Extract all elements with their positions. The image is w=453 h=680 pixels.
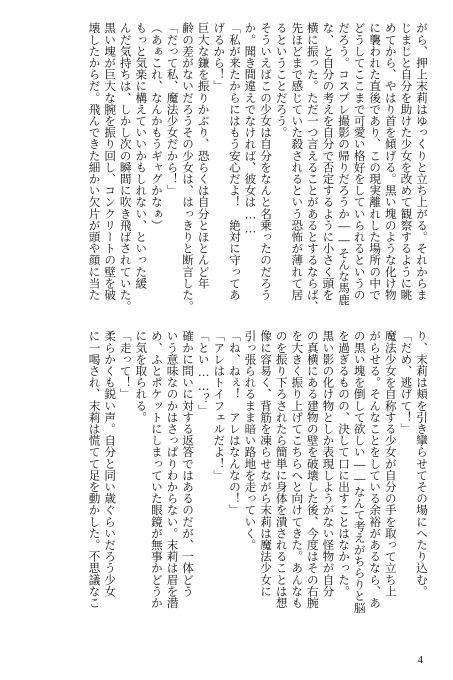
text-line: 像に容易く、背筋を凍らせながら末莉は魔法少女に <box>259 330 274 597</box>
text-line: そういえばこの少女は自分をなんと名乗ったのだろう <box>259 22 274 301</box>
top-text-block <box>21 22 429 316</box>
text-line: 黒い影の化け物としか表現しようがない怪物が自分 <box>321 330 336 597</box>
text-line: 引っ張られるまま暗い路地を走っていく。 <box>243 330 258 551</box>
text-line: め、ふとポケットにしまっていた眼鏡が無事かどうか <box>149 330 164 609</box>
text-line: 「アレはトイフェルだよ！」 <box>212 330 227 481</box>
text-line: 巨大な鎌を振りかぶり、恐らくは自分とほとんど年 <box>196 22 211 289</box>
text-line: んだ気持ちは、しかし次の瞬間に吹き飛ばされていた。 <box>118 22 133 312</box>
text-line: の黒い塊を倒して欲しい――なんて考えがちらりと脳 <box>352 330 367 614</box>
text-line: 先ほどまで感じていた殺されるという恐怖が薄れて居 <box>290 22 305 301</box>
text-line: がら、押上末莉はゆっくりと立ち上がる。それからま <box>415 22 429 301</box>
text-line: 「走って！」 <box>118 330 133 400</box>
text-line: 横に振った。ただ一つ言えることがあるとするならば、 <box>305 22 320 312</box>
text-line: に一喝され、末莉は慌てて足を動かした。不思議なこ <box>87 330 102 609</box>
text-line: るということだろう。 <box>274 22 289 138</box>
text-line: いう意味なのかはさっぱりわからない。末莉は眉を潜 <box>165 330 180 609</box>
text-line: な、と自分の考えを自分で否定するように小さく頭を <box>321 22 336 301</box>
text-line: に襲われた直後であり、この現実離れした場所の中で <box>368 22 383 301</box>
text-line: 「だめ、逃げて！」 <box>399 330 414 435</box>
text-line: か。聞き間違えでなければ、彼女は…… <box>243 22 258 236</box>
text-line: どうしてここまで可愛い格好をしていられるというの <box>352 22 367 301</box>
text-line: 「とい……？」 <box>196 330 211 416</box>
bottom-text-block <box>21 330 429 634</box>
text-line: を過ぎるものの、決して口に出すことはなかった。 <box>337 330 352 597</box>
text-line: 齢の差がないだろうその少女は、はっきりと断言した。 <box>181 22 196 312</box>
text-line: 魔法少女を自称する少女が自分の手を取って立ち上 <box>383 330 398 597</box>
text-line: のを振り下ろされたら簡単に身体を潰されることは想 <box>274 330 289 609</box>
text-line: もっと気楽に構えていいかもしれない、といった緩 <box>134 22 149 289</box>
text-line: がらせる。そんなことをしている余裕があるなら、あ <box>368 330 383 609</box>
text-line: の真横にある建物の壁を破壊した後、今度はその右腕 <box>305 330 320 609</box>
text-line: げるから！」 <box>212 22 227 92</box>
text-line: 柔らかくも鋭い声。自分と同い歳ぐらいだろう少女 <box>103 330 118 597</box>
text-line: 「私が来たからにはもう安心だよ！ 絶対に守ってあ <box>227 22 242 301</box>
text-line: じまじと自分を助けた少女を改めて観察するように眺 <box>399 22 414 301</box>
text-line: 「だって私、魔法少女だから！」 <box>165 22 180 196</box>
text-line: に気を取られる。 <box>134 330 149 423</box>
text-line: 黒い塊が巨大な腕を振り回し、コンクリートの壁を破 <box>103 22 118 301</box>
text-line: 「ね、ねぇ！ アレはなんなの！」 <box>227 330 242 516</box>
text-line: めてから、やはり首を傾げる。黒い塊のような化け物 <box>383 22 398 301</box>
text-line: だろう。コスプレ撮影の帰りだろうか――そんな馬鹿 <box>337 22 352 306</box>
text-line: り、末莉は頬を引き攣らせてその場にへたり込む。 <box>415 330 429 597</box>
text-line: を大きく振り上げてこちらへと向けてきた。あんなも <box>290 330 305 609</box>
page-number: 4 <box>417 654 423 666</box>
text-line: 確かに問いに対する返答ではあるのだが、一体どう <box>181 330 196 597</box>
text-line: （あぁこれ、なんかもうギャグかなぁ） <box>149 22 164 231</box>
text-line: 壊したからだ。飛んできた細かい欠片が頭や顔に当た <box>87 22 102 301</box>
